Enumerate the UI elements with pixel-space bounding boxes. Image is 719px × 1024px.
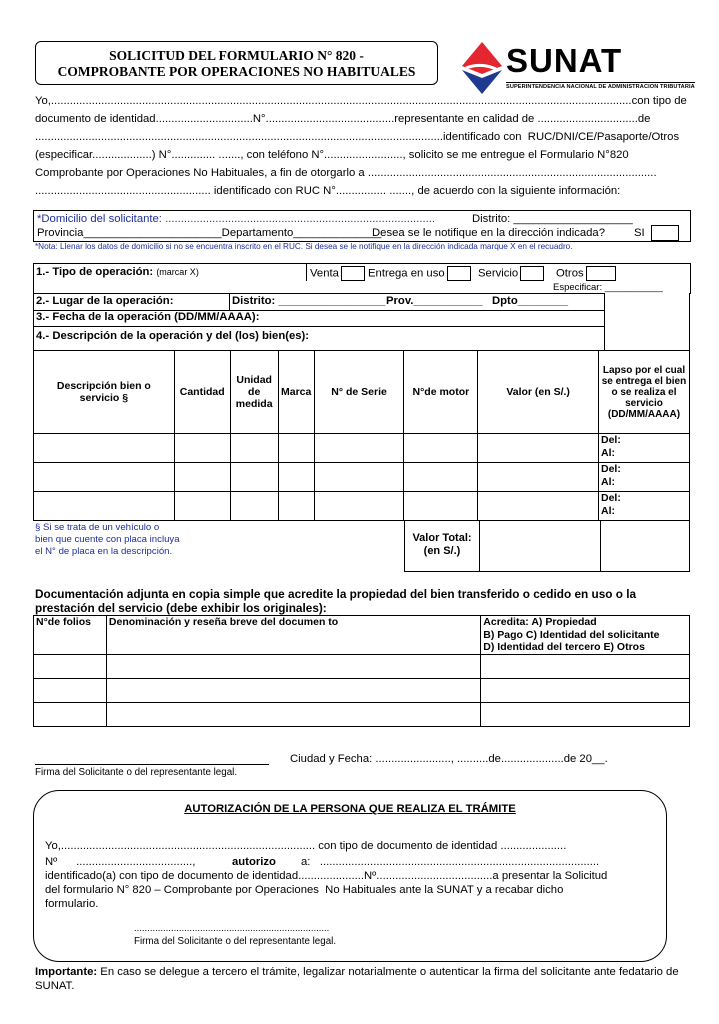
logo-subtitle: SUPERINTENDENCIA NACIONAL DE ADMINISTRACION TRIBUTARIA [506, 84, 695, 90]
option-servicio-checkbox[interactable] [520, 266, 544, 281]
option-venta-checkbox[interactable] [341, 266, 365, 281]
intro-line-5: Comprobante por Operaciones No Habituales, a fin de otorgarlo a ............................................................................................ [35, 167, 657, 179]
lapso-del: Del: [600, 434, 621, 446]
table-row [34, 492, 690, 521]
cell-lapso[interactable] [598, 463, 689, 492]
col-serie: N° de Serie [314, 351, 404, 434]
col-descripcion-label: Descripción bien o servicio § [56, 380, 151, 404]
sunat-logo-icon [460, 40, 504, 96]
documents-heading: Documentación adjunta en copia simple que acredite la propiedad del bien transferido o cedido en uso o la prestación del servicio (debe exhibir los originales): [35, 587, 637, 615]
auth-line2b: autorizo [232, 856, 276, 868]
col-marca: Marca [278, 351, 314, 434]
cell-marca[interactable] [278, 434, 314, 463]
domicilio-note: *Nota: Llenar los datos de domicilio si no se encuentra inscrito en el RUC. Si desea se le notifique en la dirección indicada marque X en el recuadro. [35, 242, 573, 251]
cell-denominacion[interactable] [106, 702, 480, 726]
form-title-line1: SOLICITUD DEL FORMULARIO N° 820 - [109, 48, 364, 63]
section1-box [33, 263, 691, 294]
lapso-del: Del: [600, 463, 621, 475]
cell-valor[interactable] [478, 463, 599, 492]
option-otros-label: Otros [556, 267, 584, 280]
authorization-box [33, 790, 667, 962]
table-row [34, 434, 690, 463]
col-unidad: Unidad de medida [230, 351, 278, 434]
auth-line2a: Nº ....................................., [45, 856, 196, 868]
cell-unidad[interactable] [230, 492, 278, 521]
form-title [35, 41, 438, 85]
section4-row [33, 327, 605, 351]
option-venta-label: Venta [310, 267, 339, 280]
section4-title: 4.- Descripción de la operación y del (los) bien(es): [36, 330, 310, 342]
col-descripcion [34, 351, 175, 434]
notify-si-label: SI [634, 227, 645, 239]
cell-serie[interactable] [314, 492, 404, 521]
acredita-line1: Acredita: A) Propiedad [483, 616, 597, 628]
section1-title [36, 266, 199, 279]
signature-label: Firma del Solicitante o del representante legal. [35, 767, 238, 778]
cell-marca[interactable] [278, 463, 314, 492]
option-entrega-label: Entrega en uso [368, 267, 445, 280]
section3-title-text: 3.- Fecha de la operación [36, 311, 171, 323]
cell-unidad[interactable] [230, 463, 278, 492]
option-entrega [368, 266, 471, 281]
option-servicio-label: Servicio [478, 267, 519, 280]
important-note [35, 965, 687, 993]
cell-denominacion[interactable] [106, 654, 480, 678]
vehicle-footnote: § Si se trata de un vehículo o bien que cuente con placa incluya el N° de placa en la descripción. [35, 522, 180, 557]
table-row [34, 463, 690, 492]
intro-line-3: ..................................................................................................................................identificado con RUC/DNI/CE/Pasaporte/Otros [35, 131, 680, 143]
option-otros [556, 266, 616, 281]
option-otros-checkbox[interactable] [586, 266, 616, 281]
cell-folios[interactable] [34, 678, 107, 702]
option-entrega-checkbox[interactable] [447, 266, 471, 281]
auth-line1: Yo,................................................................................. con tipo de documento de identidad ..................... [45, 840, 567, 852]
section2-prov: Prov.___________ [386, 295, 483, 307]
cell-descripcion[interactable] [34, 492, 175, 521]
acredita-line3: D) Identidad del tercero E) Otros [483, 641, 645, 653]
cell-serie[interactable] [314, 434, 404, 463]
total-label: Valor Total: (en S/.) [412, 532, 472, 557]
col-folios: N°de folios [34, 616, 107, 655]
intro-line-4: (especificar...................) N°.............. ......., con teléfono N°........................., solicito se me entregue el Formulario N°820 [35, 149, 629, 161]
col-valor: Valor (en S/.) [478, 351, 599, 434]
section2-dpto: Dpto________ [492, 295, 568, 307]
notify-checkbox[interactable] [651, 225, 679, 241]
section3-row [33, 310, 605, 327]
auth-line4: del formulario N° 820 – Comprobante por Operaciones No Habituales ante la SUNAT y a recabar dicho [45, 884, 564, 896]
intro-line-1: Yo,.........................................................................................................................................................................................con tipo de [35, 95, 687, 107]
cell-motor[interactable] [404, 492, 478, 521]
cell-folios[interactable] [34, 702, 107, 726]
important-label: Importante: [35, 966, 98, 978]
cell-cantidad[interactable] [174, 492, 230, 521]
operation-table [33, 350, 690, 521]
table-row [34, 702, 690, 726]
option-venta [310, 266, 365, 281]
domicilio-label: *Domicilio del solicitante: ...................................................................................... [37, 213, 436, 225]
cell-lapso[interactable] [598, 434, 689, 463]
important-text: En caso se delegue a tercero el trámite, legalizar notarialmente o autenticar la firma del solicitante ante fedatario de SUNAT. [35, 966, 679, 992]
cell-serie[interactable] [314, 463, 404, 492]
documents-table [33, 615, 690, 727]
cell-cantidad[interactable] [174, 463, 230, 492]
section1-title-text: 1.- Tipo de operación: [36, 266, 154, 278]
cell-motor[interactable] [404, 463, 478, 492]
sunat-logo [460, 40, 695, 96]
cell-marca[interactable] [278, 492, 314, 521]
table-row [34, 678, 690, 702]
cell-descripcion[interactable] [34, 463, 175, 492]
lapso-al: Al: [600, 505, 615, 517]
section2-row [33, 293, 605, 311]
option-servicio [478, 266, 544, 281]
intro-line-2: documento de identidad...............................N°.........................................representante en calidad de ................................de [35, 113, 651, 125]
table-row [34, 654, 690, 678]
col-acredita [481, 616, 690, 655]
cell-valor[interactable] [478, 492, 599, 521]
lapso-al: Al: [600, 476, 615, 488]
cell-folios[interactable] [34, 654, 107, 678]
cell-descripcion[interactable] [34, 434, 175, 463]
section1-specify[interactable]: Especificar: ___________ [553, 282, 663, 293]
logo-text: SUNAT [506, 42, 623, 79]
cell-valor[interactable] [478, 434, 599, 463]
table-header-row [34, 351, 690, 434]
domicilio-box [33, 210, 691, 242]
total-label-box [404, 521, 480, 572]
domicilio-distrito: Distrito: ___________________ [472, 213, 633, 225]
auth-firma-line[interactable]: .......................................................................... [134, 923, 330, 934]
auth-firma-label: Firma del Solicitante o del representante legal. [134, 936, 337, 947]
acredita-line2: B) Pago C) Identidad del solicitante [483, 628, 660, 641]
auth-line2c: a: ......................................................................................... [301, 856, 600, 868]
intro-line-6: ........................................................ identificado con RUC N°................ ......., de acuerdo con la siguiente información: [35, 185, 621, 197]
cell-lapso[interactable] [598, 492, 689, 521]
lapso-al: Al: [600, 447, 615, 459]
section2-title: 2.- Lugar de la operación: [36, 295, 174, 307]
cell-acredita[interactable] [481, 702, 690, 726]
auth-line3: identificado(a) con tipo de documento de identidad.....................Nº.....................................a presentar la Solicitud [45, 870, 608, 882]
col-motor: N°de motor [404, 351, 478, 434]
section3-format: (DD/MM/AAAA): [174, 311, 260, 323]
notify-question: Desea se le notifique en la dirección indicada? [372, 227, 605, 239]
city-date[interactable]: Ciudad y Fecha: ........................, ..........de....................de 20__. [290, 753, 608, 765]
documents-header-row [34, 616, 690, 655]
col-cantidad: Cantidad [174, 351, 230, 434]
lapso-del: Del: [600, 492, 621, 504]
cell-acredita[interactable] [481, 654, 690, 678]
cell-denominacion[interactable] [106, 678, 480, 702]
cell-acredita[interactable] [481, 678, 690, 702]
section1-hint: (marcar X) [156, 267, 199, 277]
col-lapso: Lapso por el cual se entrega el bien o se realiza el servicio (DD/MM/AAAA) [598, 351, 689, 434]
signature-line[interactable] [35, 764, 269, 765]
cell-unidad[interactable] [230, 434, 278, 463]
domicilio-provincia: Provincia______________________Departamento______________ [37, 227, 382, 239]
cell-cantidad[interactable] [174, 434, 230, 463]
authorization-title: AUTORIZACIÓN DE LA PERSONA QUE REALIZA EL TRÁMITE [184, 803, 516, 815]
auth-line5: formulario. [45, 898, 99, 910]
form-title-line2: COMPROBANTE POR OPERACIONES NO HABITUALES [57, 64, 416, 79]
total-value-cell[interactable] [480, 521, 601, 572]
col-denominacion: Denominación y reseña breve del documen to [106, 616, 480, 655]
cell-motor[interactable] [404, 434, 478, 463]
section3-title [36, 311, 259, 324]
section2-distrito: Distrito: _________________ [232, 295, 386, 307]
